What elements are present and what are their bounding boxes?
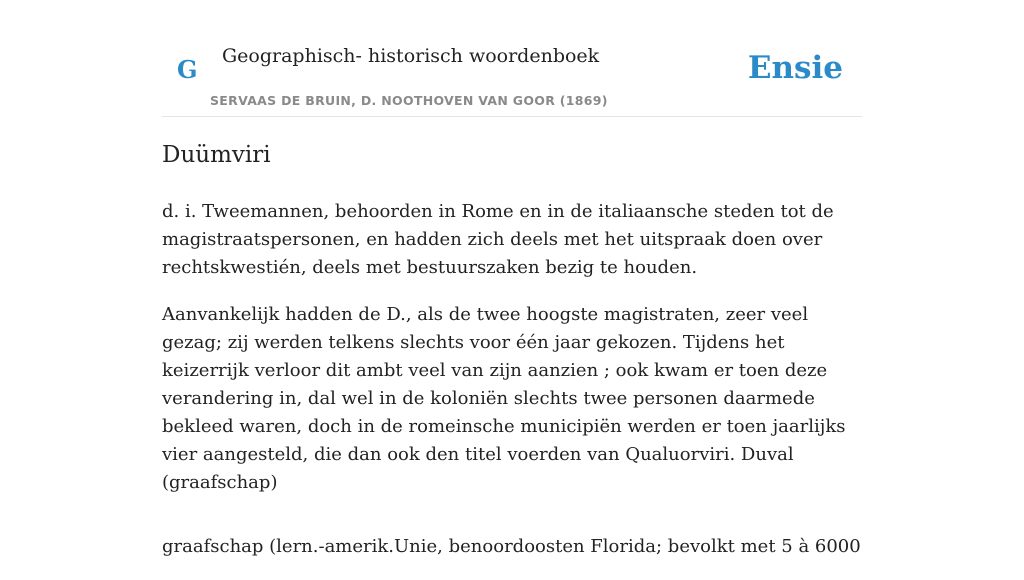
- book-title-link[interactable]: Geographisch- historisch woordenboek: [222, 45, 600, 67]
- entry-paragraph: Aanvankelijk hadden de D., als de twee hoogste magistraten, zeer veel gezag; zij werden telkens slechts voor één jaar gekozen. Tijdens het keizerrijk verloor dit ambt veel van zijn aanzien ; ook kwam er toen deze verandering in, dal wel in de koloniën slechts twee personen daarmede bekleed waren, doch in de romeinsche municipiën werden er toen jaarlijks vier aangesteld, die dan ook den titel voerden van Qualuorviri. Duval (graafschap): [162, 304, 846, 493]
- book-logo-link[interactable]: G: [177, 55, 198, 84]
- ensie-logo-link[interactable]: Ensie: [747, 50, 843, 86]
- entry-content: [162, 138, 862, 580]
- book-header: [162, 0, 862, 117]
- entry-paragraph: d. i. Tweemannen, behoorden in Rome en in de italiaansche steden tot de magistraatspersonen, en hadden zich deels met het uitspraak doen over rechtskwestién, deels met bestuurszaken bezig te houden.: [162, 201, 834, 278]
- book-author: SERVAAS DE BRUIN, D. NOOTHOVEN VAN GOOR (1869): [210, 93, 608, 108]
- entry-title: Duümviri: [162, 142, 271, 168]
- entry-paragraph: graafschap (lern.-amerik.Unie, benoordoosten Florida; bevolkt met 5 à 6000: [162, 536, 861, 557]
